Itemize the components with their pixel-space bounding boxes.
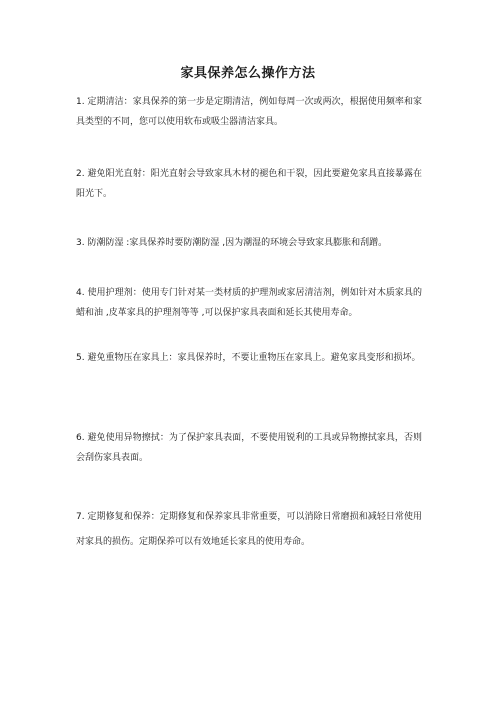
paragraph-regular-cleaning: 1. 定期清洁：家具保养的第一步是定期清洁，例如每周一次或两次，根据使用频率和家具类型的不同，您可以使用软布或吸尘器清洁家具。 bbox=[76, 97, 422, 127]
document-title: 家具保养怎么操作方法 bbox=[180, 66, 316, 81]
paragraph-avoid-heavy-objects: 5. 避免重物压在家具上：家具保养时，不要让重物压在家具上。避免家具变形和损坏。 bbox=[76, 353, 421, 363]
paragraph-regular-repair: 7. 定期修复和保养：定期修复和保养家具非常重要，可以消除日常磨损和减轻日常使用对家具的损伤。定期保养可以有效地延长家具的使用寿命。 bbox=[76, 512, 422, 547]
paragraph-avoid-sharp-objects: 6. 避免使用异物擦拭：为了保护家具表面，不要使用锐利的工具或异物擦拭家具，否则会刮伤家具表面。 bbox=[76, 433, 422, 463]
paragraph-avoid-sunlight: 2. 避免阳光直射：阳光直射会导致家具木材的褪色和干裂，因此要避免家具直接暴露在阳光下。 bbox=[76, 169, 422, 199]
paragraph-care-products: 4. 使用护理剂：使用专门针对某一类材质的护理剂或家居清洁剂，例如针对木质家具的蜡和油 ,皮革家具的护理剂等等 ,可以保护家具表面和延长其使用寿命。 bbox=[76, 288, 422, 318]
paragraph-moisture-proof: 3. 防潮防湿 :家具保养时要防潮防湿 ,因为潮湿的环境会导致家具膨胀和刮蹭。 bbox=[76, 238, 388, 248]
